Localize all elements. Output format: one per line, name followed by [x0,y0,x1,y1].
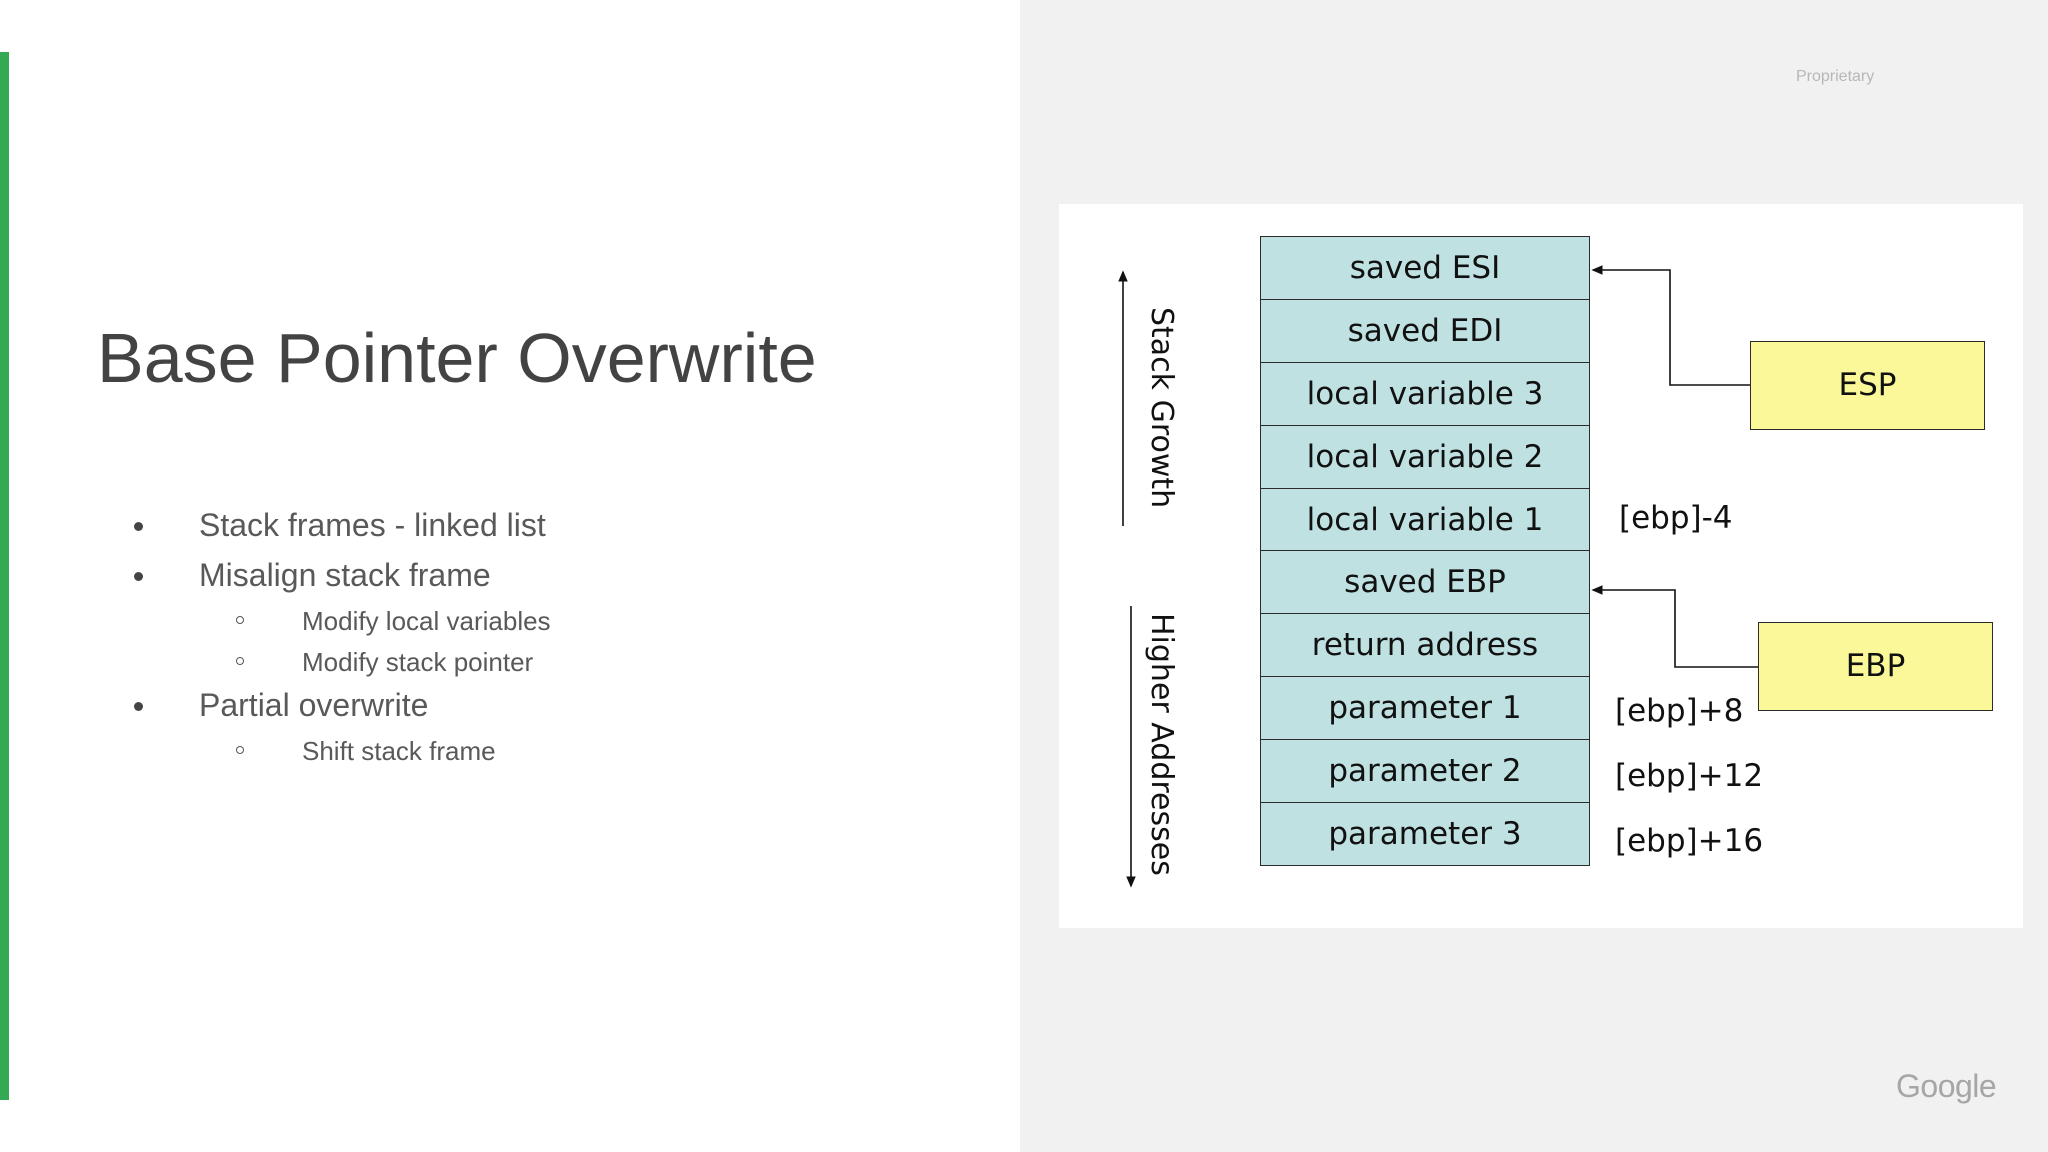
offset-label: [ebp]-4 [1619,500,1733,536]
stack-cell: parameter 1 [1260,676,1590,740]
stack-frame-diagram [1059,204,2023,928]
bullet-dot-icon [134,522,143,531]
bullet-dot-icon [134,572,143,581]
sub-bullet-text: Modify stack pointer [302,647,534,677]
bullet-text: Partial overwrite [199,687,429,723]
bullet-ring-icon [236,746,244,754]
bullet-dot-icon [134,702,143,711]
stack-cell: saved EDI [1260,299,1590,363]
ebp-pointer-arrow [1593,590,1759,667]
stack-cell: return address [1260,613,1590,677]
bullet-text: Misalign stack frame [199,557,491,593]
stack-growth-label: Stack Growth [1144,307,1179,509]
stack-frame [1260,236,1590,866]
higher-addresses-label: Higher Addresses [1144,613,1179,876]
stack-cell: saved ESI [1260,236,1590,300]
esp-pointer-arrow [1593,270,1751,385]
stack-cell: local variable 2 [1260,425,1590,489]
sub-bullet-text: Shift stack frame [302,736,496,766]
ebp-register-box: EBP [1758,622,1993,711]
sub-bullet-text: Modify local variables [302,606,551,636]
bullet-text: Stack frames - linked list [199,507,546,543]
offset-label: [ebp]+16 [1615,823,1764,859]
stack-cell: parameter 2 [1260,739,1590,803]
stack-cell: local variable 3 [1260,362,1590,426]
esp-register-box: ESP [1750,341,1985,430]
bullet-ring-icon [236,657,244,665]
proprietary-label: Proprietary [1796,68,1875,85]
stack-cell: parameter 3 [1260,802,1590,866]
offset-label: [ebp]+8 [1615,693,1744,729]
offset-label: [ebp]+12 [1615,758,1764,794]
slide-title: Base Pointer Overwrite [97,319,817,397]
stack-cell: local variable 1 [1260,488,1590,552]
google-logo: Google [1896,1068,1997,1104]
bullet-ring-icon [236,616,244,624]
stack-cell: saved EBP [1260,550,1590,614]
bullet-list [0,0,1020,1152]
